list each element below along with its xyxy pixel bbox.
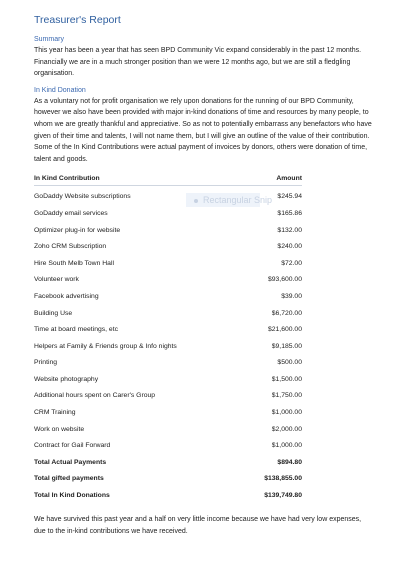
row-amount: $132.00 bbox=[277, 226, 302, 234]
row-label: Work on website bbox=[34, 425, 85, 433]
row-amount: $245.94 bbox=[277, 193, 302, 201]
row-label: Optimizer plug-in for website bbox=[34, 226, 121, 234]
row-label: CRM Training bbox=[34, 409, 76, 417]
table-header bbox=[34, 173, 302, 186]
row-amount: $39.00 bbox=[281, 292, 302, 300]
row-amount: $72.00 bbox=[281, 259, 302, 267]
row-amount: $1,000.00 bbox=[271, 442, 302, 450]
table-row bbox=[34, 206, 302, 223]
inkind-paragraph: As a voluntary not for profit organisation we rely upon donations for the running of our BPD Community, however we also have been provided with major in-kind donations of time and resources by many people, to whom we are greatly thankful and appreciative. So as not to potentially embarrass any benefactors who have given of their time and talents, I will not name them, but I will give an outline of the value of their contribution. Some of the In Kind Contributions were actual payment of invoices by donors, others were donation of time, talent and goods. bbox=[34, 97, 372, 163]
table-rows bbox=[34, 189, 302, 504]
table-row bbox=[34, 438, 302, 455]
row-label: Facebook advertising bbox=[34, 292, 99, 300]
row-amount: $1,750.00 bbox=[271, 392, 302, 400]
inkind-heading: In Kind Donation bbox=[34, 86, 86, 94]
contribution-table bbox=[34, 173, 302, 504]
table-row bbox=[34, 256, 302, 273]
row-amount: $165.86 bbox=[277, 209, 302, 217]
row-label: Building Use bbox=[34, 309, 73, 317]
report-title: Treasurer's Report bbox=[34, 14, 121, 26]
row-label: Time at board meetings, etc bbox=[34, 326, 118, 334]
row-label: Additional hours spent on Carer's Group bbox=[34, 392, 156, 400]
total-amount: $894.80 bbox=[277, 458, 302, 466]
row-amount: $21,600.00 bbox=[267, 326, 302, 334]
closing-paragraph: We have survived this past year and a half on very little income because we have had very low expenses, due to the in-kind contributions we have received. bbox=[34, 516, 362, 535]
table-row bbox=[34, 355, 302, 372]
table-row bbox=[34, 422, 302, 439]
row-amount: $500.00 bbox=[277, 359, 302, 367]
table-row bbox=[34, 339, 302, 356]
table-row bbox=[34, 289, 302, 306]
rectangular-snip-watermark bbox=[186, 193, 273, 207]
row-amount: $1,000.00 bbox=[271, 409, 302, 417]
total-label: Total In Kind Donations bbox=[34, 492, 110, 500]
summary-heading: Summary bbox=[34, 36, 64, 43]
total-label: Total Actual Payments bbox=[34, 458, 107, 466]
row-amount: $240.00 bbox=[277, 243, 302, 251]
row-label: GoDaddy Website subscriptions bbox=[34, 193, 131, 201]
row-label: Contract for Gail Forward bbox=[34, 442, 111, 450]
total-amount: $139,749.80 bbox=[264, 492, 302, 500]
snip-dot-icon bbox=[194, 199, 198, 203]
table-row bbox=[34, 388, 302, 405]
col-amount-header: Amount bbox=[276, 175, 302, 183]
table-row bbox=[34, 239, 302, 256]
table-row bbox=[34, 223, 302, 240]
table-row bbox=[34, 322, 302, 339]
table-row bbox=[34, 372, 302, 389]
row-label: GoDaddy email services bbox=[34, 209, 108, 217]
row-label: Printing bbox=[34, 359, 58, 367]
table-row bbox=[34, 272, 302, 289]
total-row bbox=[34, 455, 302, 472]
total-row bbox=[34, 471, 302, 488]
total-row bbox=[34, 488, 302, 505]
row-label: Zoho CRM Subscription bbox=[34, 243, 107, 251]
table-row bbox=[34, 306, 302, 323]
row-amount: $9,185.00 bbox=[271, 342, 302, 350]
total-amount: $138,855.00 bbox=[264, 475, 302, 483]
row-label: Hire South Melb Town Hall bbox=[34, 259, 114, 267]
report-page bbox=[34, 14, 374, 505]
row-amount: $1,500.00 bbox=[271, 375, 302, 383]
total-label: Total gifted payments bbox=[34, 475, 104, 483]
row-amount: $2,000.00 bbox=[271, 425, 302, 433]
table-row bbox=[34, 405, 302, 422]
summary-paragraph: This year has been a year that has seen BPD Community Vic expand considerably in the past 12 months. Financially we are in a much stronger position than we were 12 months ago, but we are still a fledgling organisation. bbox=[34, 47, 362, 78]
row-label: Helpers at Family & Friends group & Info nights bbox=[34, 342, 177, 350]
row-label: Volunteer work bbox=[34, 276, 79, 284]
row-amount: $93,600.00 bbox=[267, 276, 302, 284]
row-amount: $6,720.00 bbox=[271, 309, 302, 317]
watermark-text: Rectangular Snip bbox=[203, 195, 273, 206]
col-contribution-header: In Kind Contribution bbox=[34, 175, 100, 183]
row-label: Website photography bbox=[34, 375, 99, 383]
